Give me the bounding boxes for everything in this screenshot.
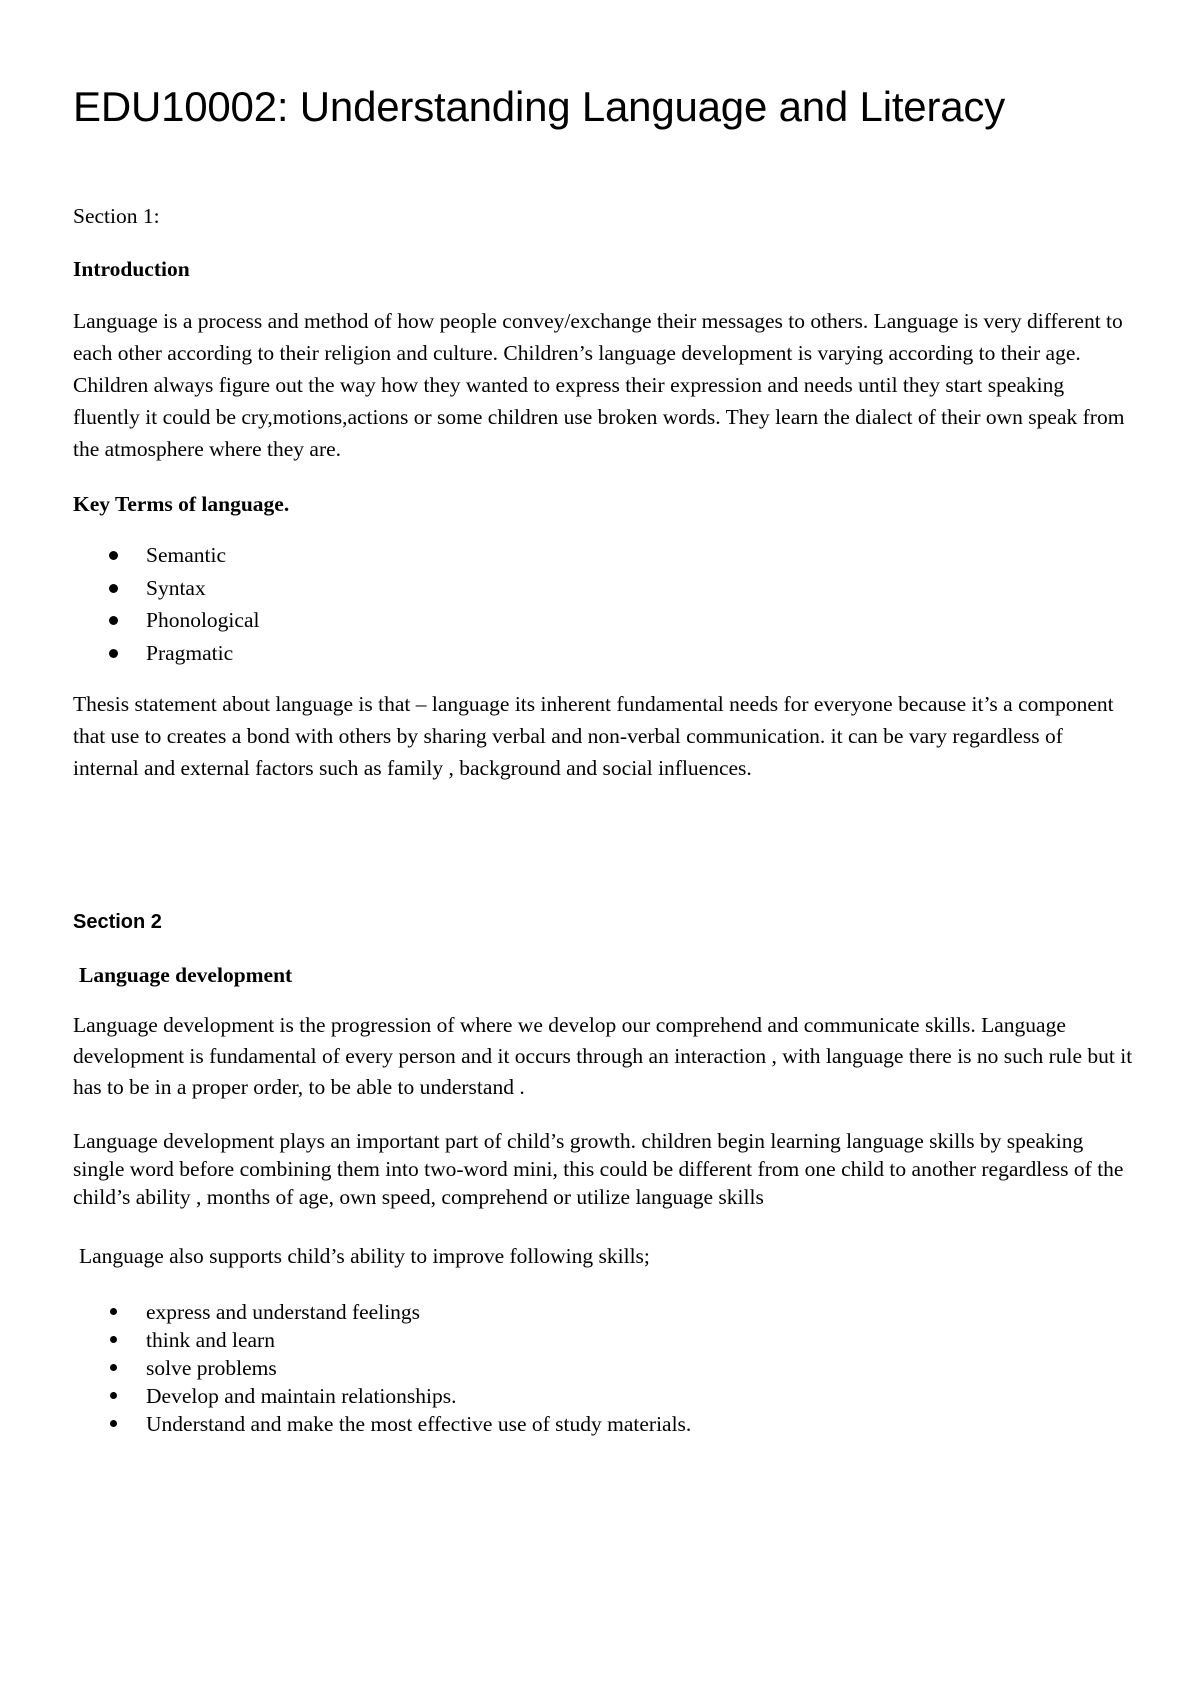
bullet-icon	[110, 1392, 117, 1399]
bullet-icon	[110, 1308, 117, 1315]
section-2-label: Section 2	[73, 911, 162, 933]
document-title: EDU10002: Understanding Language and Literacy	[73, 83, 1006, 130]
skills-intro: Language also supports child’s ability to improve following skills;	[79, 1244, 650, 1268]
introduction-heading: Introduction	[73, 257, 190, 281]
bullet-icon	[110, 1420, 117, 1427]
key-terms-heading: Key Terms of language.	[73, 492, 290, 516]
list-item: express and understand feelings	[73, 1298, 1133, 1326]
list-item: Phonological	[73, 604, 1133, 637]
bullet-icon	[110, 1364, 117, 1371]
bullet-icon	[109, 551, 118, 560]
language-development-heading: Language development	[79, 963, 293, 987]
language-development-paragraph-2: Language development plays an important part of child’s growth. children begin learning language skills by speaking single word before combining them into two-word mini, this could be different from one child to another regardless of the child’s ability , months of age, own speed, comprehend or utilize language skills	[73, 1129, 1124, 1209]
list-item: Understand and make the most effective use of study materials.	[73, 1410, 1133, 1438]
thesis-paragraph: Thesis statement about language is that – language its inherent fundamental needs for everyone because it’s a component that use to creates a bond with others by sharing verbal and non-verbal communication. it can be vary regardless of internal and external factors such as family , background and social influences.	[73, 692, 1114, 780]
section-1-label: Section 1:	[73, 204, 160, 228]
bullet-icon	[109, 584, 118, 593]
list-item: think and learn	[73, 1326, 1133, 1354]
list-item: Pragmatic	[73, 637, 1133, 670]
list-item: Semantic	[73, 539, 1133, 572]
introduction-paragraph: Language is a process and method of how people convey/exchange their messages to others. Language is very different to each other according to their religion and culture. Children’s language development is varying according to their age. Children always figure out the way how they wanted to express their expression and needs until they start speaking fluently it could be cry,motions,actions or some children use broken words. They learn the dialect of their own speak from the atmosphere where they are.	[73, 309, 1125, 461]
list-item: Syntax	[73, 572, 1133, 605]
language-development-paragraph-1: Language development is the progression of where we develop our comprehend and communicate skills. Language development is fundamental of every person and it occurs through an interaction , with language there is no such rule but it has to be in a proper order, to be able to understand .	[73, 1013, 1133, 1099]
list-item: Develop and maintain relationships.	[73, 1382, 1133, 1410]
skills-list	[73, 1298, 1133, 1438]
bullet-icon	[109, 616, 118, 625]
bullet-icon	[110, 1336, 117, 1343]
bullet-icon	[109, 649, 118, 658]
key-terms-list	[73, 539, 1133, 669]
list-item: solve problems	[73, 1354, 1133, 1382]
